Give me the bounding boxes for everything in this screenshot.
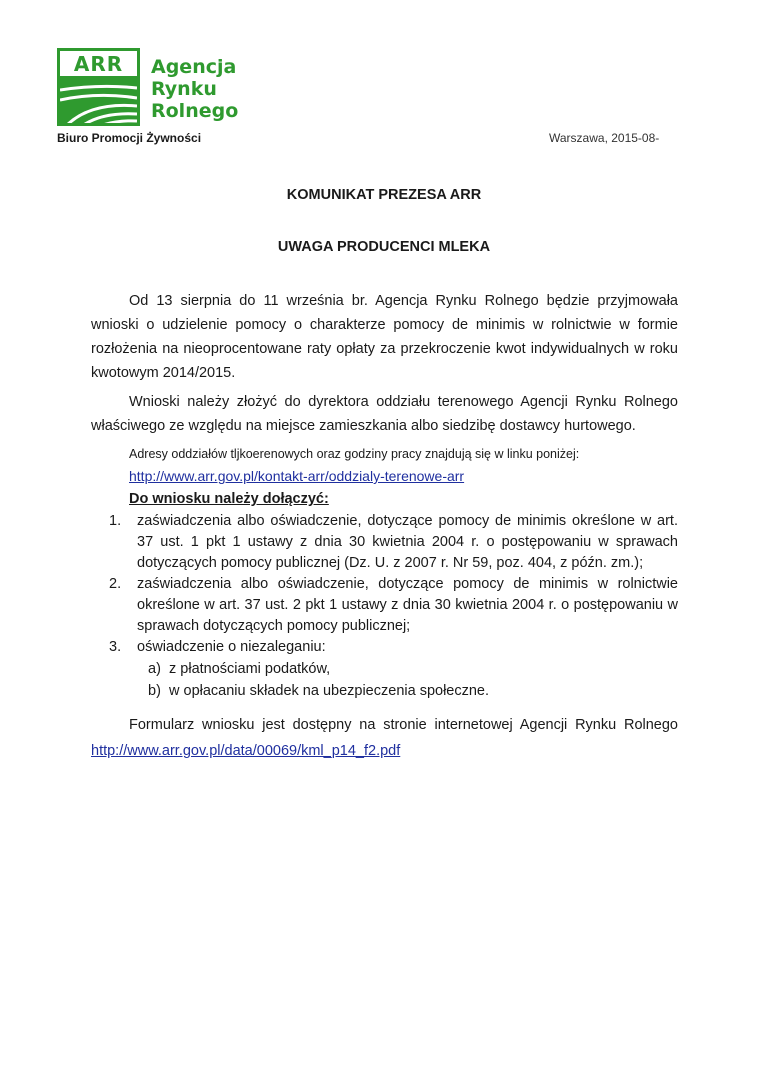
addresses-note: Adresy oddziałów tljkoerenowych oraz godziny pracy znajdują się w linku poniżej: (129, 447, 580, 461)
paragraph-2: Wnioski należy złożyć do dyrektora oddziału terenowego Agencji Rynku Rolnego właściwego ze względu na miejsce zamieszkania albo siedzibę dostawcy hurtowego. (91, 394, 678, 434)
list-item-text: zaświadczenia albo oświadczenie, dotyczące pomocy de minimis określone w art. 37 ust. 1 pkt 1 ustawy z dnia 30 kwietnia 2004 r. o postępowaniu w sprawach dotyczących pomocy publicznej (Dz. U. z 2007 r. Nr 59, poz. 404, z późn. zm.); (137, 513, 678, 571)
fields-icon (60, 76, 137, 126)
city-date: Warszawa, 2015-08- (549, 131, 660, 145)
list-item (91, 511, 678, 574)
closing-text: Formularz wniosku jest dostępny na stronie internetowej Agencji Rynku Rolnego (129, 717, 678, 733)
sub-list-item-text: w opłacaniu składek na ubezpieczenia społeczne. (169, 683, 490, 699)
form-link[interactable]: http://www.arr.gov.pl/data/00069/kml_p14_f2.pdf (91, 743, 401, 759)
department-name: Biuro Promocji Żywności (57, 131, 202, 145)
notice-title: UWAGA PRODUCENCI MLEKA (277, 239, 491, 255)
sub-list-item (137, 658, 678, 680)
document-body (91, 289, 678, 764)
arr-logo (57, 48, 257, 128)
logo-emblem (57, 48, 140, 126)
sub-list-item-letter: b) (148, 683, 161, 699)
addresses-link-line (129, 465, 678, 487)
list-item-text: zaświadczenia albo oświadczenie, dotyczące pomocy de minimis w rolnictwie określone w art. 37 ust. 2 pkt 1 ustawy z dnia 30 kwietnia 2004 r. o postępowaniu w sprawach dotyczących pomocy publicznej; (137, 576, 678, 634)
list-item (91, 574, 678, 637)
paragraph-1: Od 13 sierpnia do 11 września br. Agencja Rynku Rolnego będzie przyjmowała wnioski o udzielenie pomocy o charakterze pomocy de minimis w rolnictwie w formie rozłożenia na nieoprocentowane raty opłaty za przekroczenie kwot indywidualnych w roku kwotowym 2014/2015. (91, 293, 678, 381)
list-item-number: 3. (109, 639, 122, 655)
communique-title: KOMUNIKAT PREZESA ARR (286, 187, 482, 203)
closing-paragraph (91, 712, 678, 764)
attachments-list (91, 511, 678, 702)
addresses-link[interactable]: http://www.arr.gov.pl/kontakt-arr/oddzialy-terenowe-arr (129, 468, 465, 484)
logo-name-line3: Rolnego (151, 100, 239, 122)
logo-name (151, 56, 238, 122)
list-item-number: 2. (109, 576, 122, 592)
sub-list-item-text: z płatnościami podatków, (169, 661, 331, 677)
sub-list (137, 658, 678, 702)
logo-name-line1: Agencja (151, 56, 237, 78)
list-item (91, 637, 678, 702)
attachments-heading: Do wniosku należy dołączyć: (129, 491, 329, 507)
logo-name-line2: Rynku (151, 78, 217, 100)
sub-list-item-letter: a) (148, 661, 161, 677)
list-item-text: oświadczenie o niezaleganiu: (137, 639, 326, 655)
list-item-number: 1. (109, 513, 122, 529)
logo-abbr: ARR (73, 52, 124, 76)
sub-list-item (137, 680, 678, 702)
